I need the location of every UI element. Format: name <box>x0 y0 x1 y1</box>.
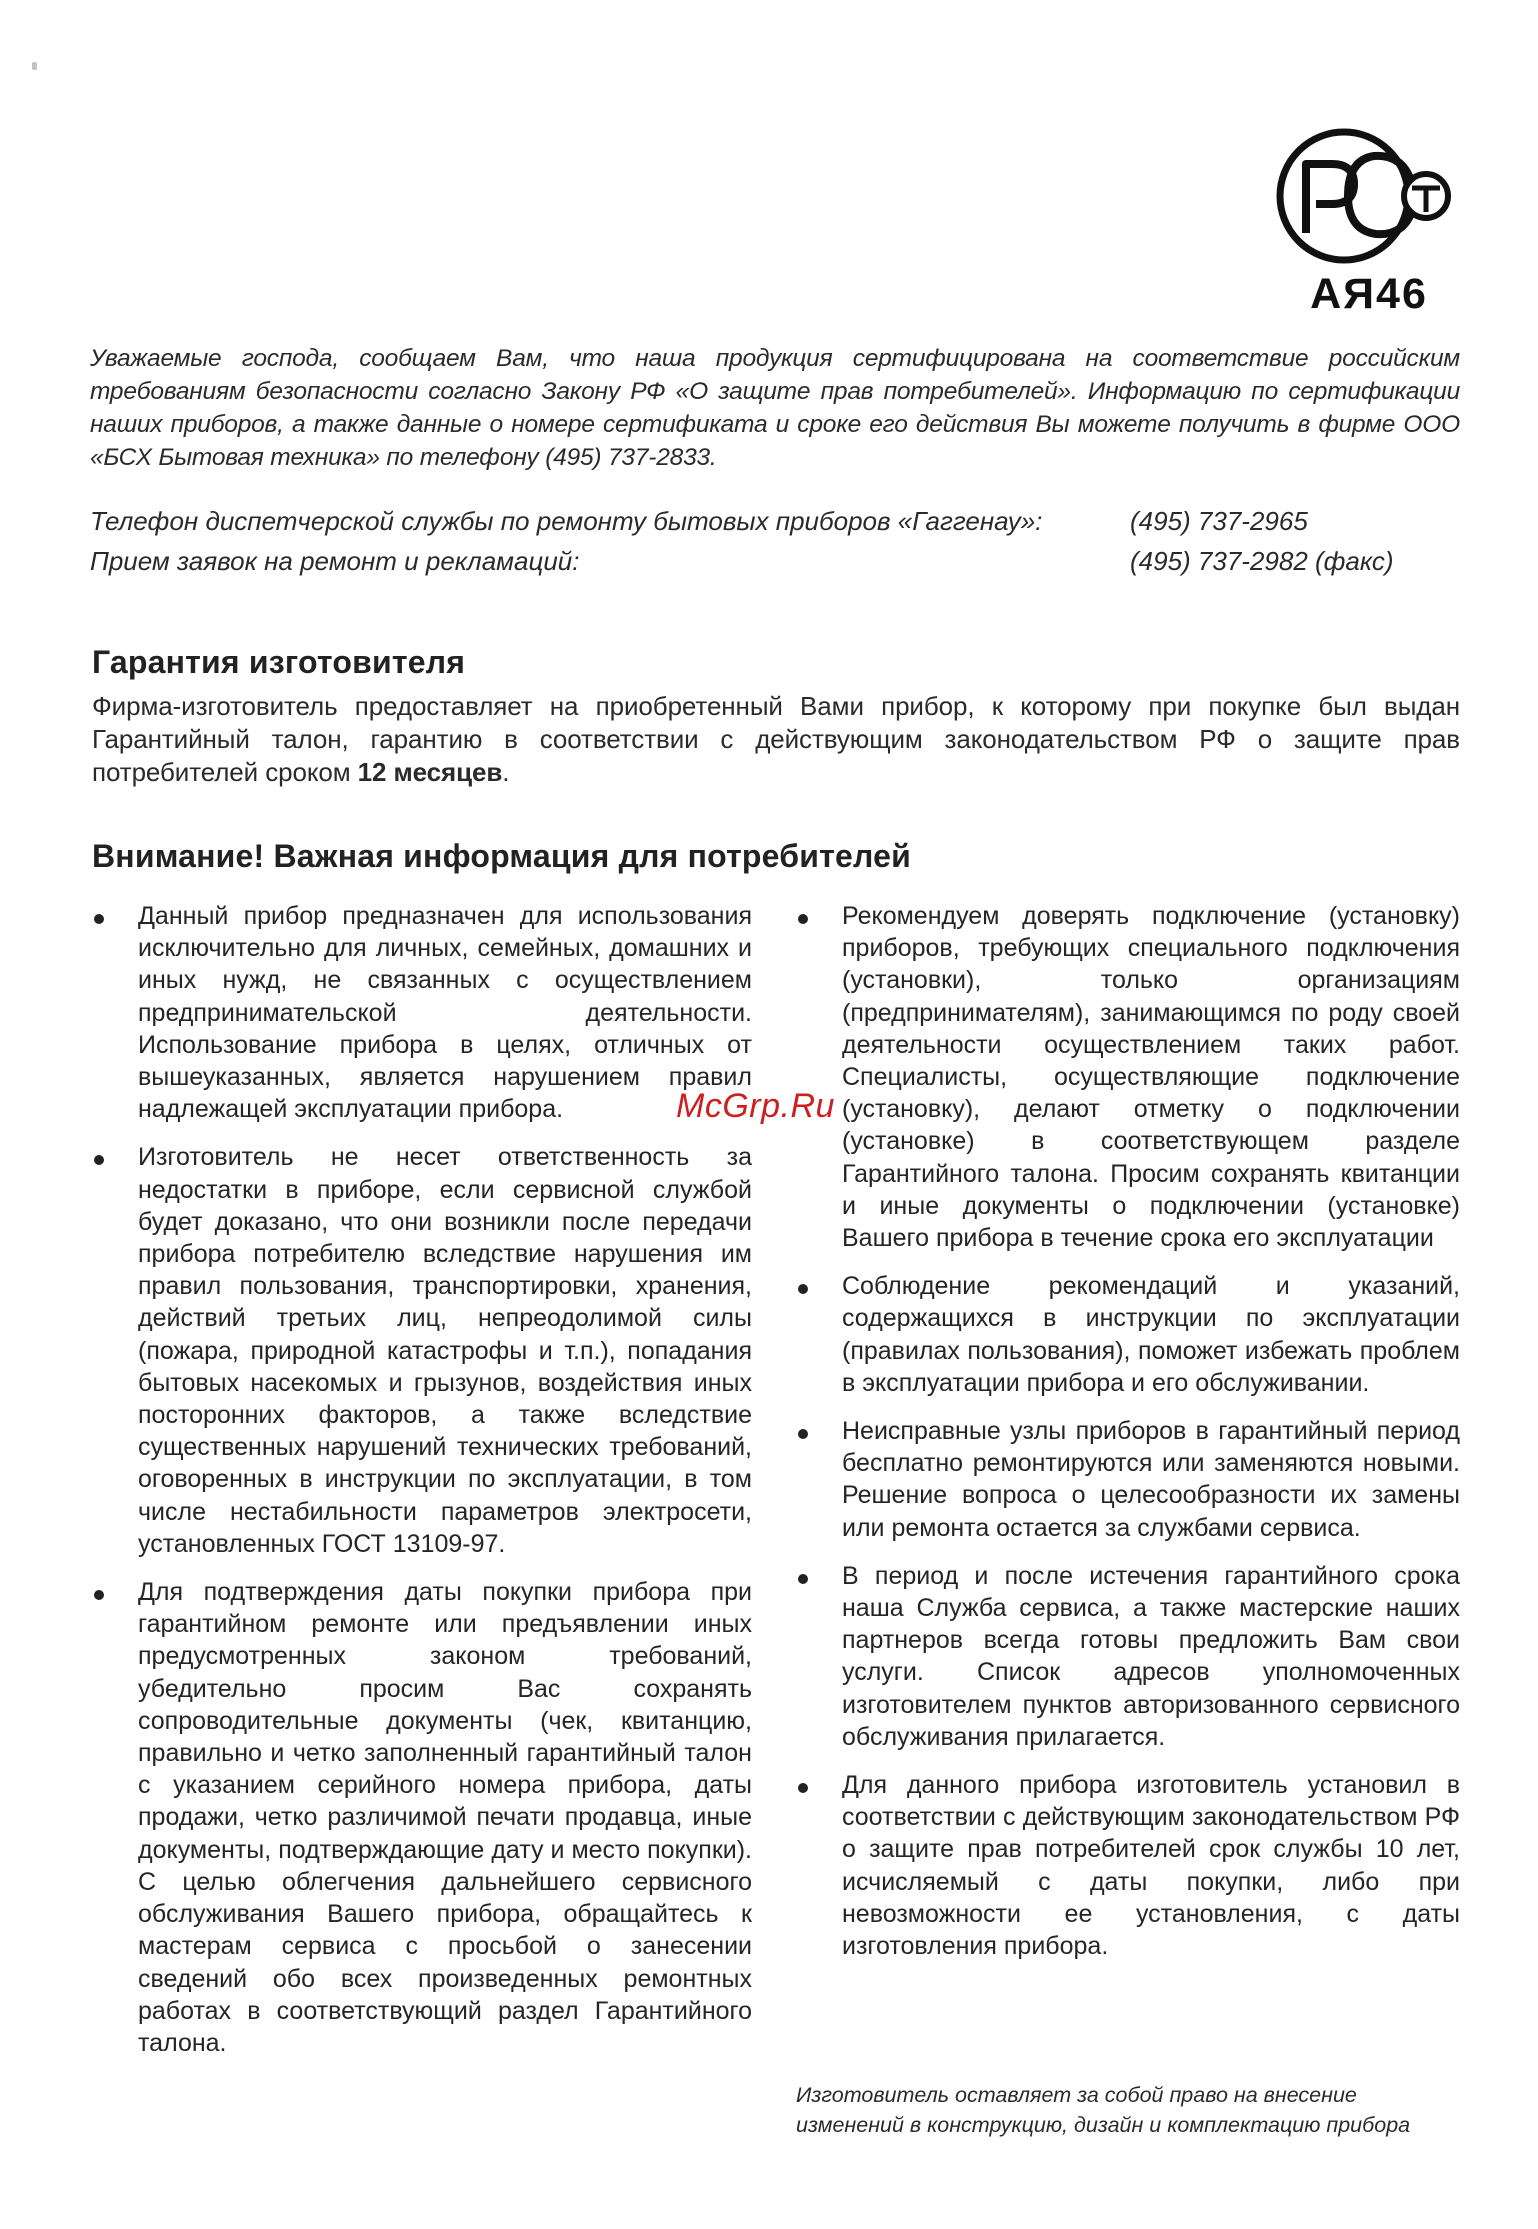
list-item-text: Изготовитель не несет ответственность за недостатки в приборе, если сервисной службой будет доказано, что они возникли после передачи прибора потребителю вследствие нарушения им правил пользования, транспортировки, хранения, действий третьих лиц, непреодолимой силы (пожара, природной катастрофы и т.п.), попадания бытовых насекомых и грызунов, воздействия иных посторонних факторов, а также вследствие существенных нарушений технических требований, оговоренных в инструкции по эксплуатации, в том числе нестабильности параметров электросети, установленных ГОСТ 13109-97. <box>138 1143 752 1558</box>
list-item-text: Неисправные узлы приборов в гарантийный период бесплатно ремонтируются или заменяются новыми. Решение вопроса о целесообразности их замены или ремонта остается за службами сервиса. <box>842 1417 1460 1542</box>
bullet-icon <box>798 1574 808 1584</box>
contact-phone: (495) 737-2982 (факс) <box>1130 546 1394 576</box>
contact-row <box>90 546 1460 586</box>
certification-intro: Уважаемые господа, сообщаем Вам, что наша продукция сертифицирована на соответствие российским требованиям безопасности согласно Закону РФ «О защите прав потребителей». Информацию по сертификации наших приборов, а также данные о номере сертификата и сроке его действия Вы можете получить в фирме ООО «БСХ Бытовая техника» по телефону (495) 737-2833. <box>90 345 1460 471</box>
list-item <box>796 900 1460 1254</box>
list-item <box>796 1270 1460 1399</box>
bullet-icon <box>798 1284 808 1294</box>
bullet-icon <box>798 1783 808 1793</box>
list-item <box>796 1560 1460 1753</box>
list-item-text: Рекомендуем доверять подключение (установку) приборов, требующих специального подключения (установки), только организациям (предпринимателям), занимающимся по роду своей деятельности осуществлением таких работ. Специалисты, осуществляющие подключение (установку), делают отметку о подключении (установке) в соответствующем разделе Гарантийного талона. Просим сохранять квитанции и иные документы о подключении (установке) Вашего прибора в течение срока его эксплуатации <box>842 902 1460 1253</box>
bullet-icon <box>94 1155 104 1165</box>
bullet-icon <box>94 1590 104 1600</box>
attention-list-right <box>796 900 1460 1978</box>
attention-list-left <box>92 900 752 2075</box>
watermark: McGrp.Ru <box>676 1087 835 1125</box>
list-item <box>92 1576 752 2059</box>
warranty-heading: Гарантия изготовителя <box>92 644 466 680</box>
list-item <box>796 1769 1460 1962</box>
contact-phone: (495) 737-2965 <box>1130 506 1308 536</box>
bullet-icon <box>798 1429 808 1439</box>
attention-heading: Внимание! Важная информация для потребителей <box>92 838 911 874</box>
list-item <box>92 1141 752 1560</box>
contact-label: Прием заявок на ремонт и рекламаций: <box>90 546 580 576</box>
contact-label: Телефон диспетчерской службы по ремонту бытовых приборов «Гаггенау»: <box>90 506 1043 536</box>
warranty-term: 12 месяцев <box>357 757 503 787</box>
list-item-text: Данный прибор предназначен для использования исключительно для личных, семейных, домашних и иных нужд, не связанных с осуществлением предпринимательской деятельности. Использование прибора в целях, отличных от вышеуказанных, является нарушением правил надлежащей эксплуатации прибора. <box>138 902 752 1124</box>
list-item <box>796 1415 1460 1544</box>
rst-certification-mark-icon <box>1262 118 1462 268</box>
footer-note: Изготовитель оставляет за собой право на внесение изменений в конструкцию, дизайн и комплектацию прибора <box>796 2083 1411 2137</box>
list-item-text: Для подтверждения даты покупки прибора при гарантийном ремонте или предъявлении иных предусмотренных законом требований, убедительно просим Вас сохранять сопроводительные документы (чек, квитанцию, правильно и четко заполненный гарантийный талон с указанием серийного номера прибора, даты продажи, четко различимой печати продавца, иные документы, подтверждающие дату и место покупки). С целью облегчения дальнейшего сервисного обслуживания Вашего прибора, обращайтесь к мастерам сервиса с просьбой о занесении сведений обо всех произведенных ремонтных работах в соответствующий раздел Гарантийного талона. <box>138 1578 752 2057</box>
warranty-text-before: Фирма-изготовитель предоставляет на приобретенный Вами прибор, к которому при покупке был выдан Гарантийный талон, гарантию в соответствии с действующим законодательством РФ о защите прав потребителей сроком <box>92 691 1460 787</box>
contact-row <box>90 506 1460 546</box>
warranty-text-after: . <box>502 757 510 787</box>
list-item-text: Соблюдение рекомендаций и указаний, содержащихся в инструкции по эксплуатации (правилах пользования), поможет избежать проблем в эксплуатации прибора и его обслуживании. <box>842 1272 1460 1397</box>
warranty-text <box>92 690 1460 789</box>
bullet-icon <box>94 914 104 924</box>
certification-mark <box>1262 118 1462 328</box>
contacts-block <box>90 506 1460 586</box>
scan-speck <box>32 62 37 70</box>
list-item-text: Для данного прибора изготовитель установил в соответствии с действующим законодательством РФ о защите прав потребителей срок службы 10 лет, исчисляемый с даты покупки, либо при невозможности ее установления, с даты изготовления прибора. <box>842 1771 1460 1961</box>
bullet-icon <box>798 914 808 924</box>
certification-code: АЯ46 <box>1310 270 1428 318</box>
list-item <box>92 900 752 1125</box>
list-item-text: В период и после истечения гарантийного срока наша Служба сервиса, а также мастерские наших партнеров всегда готовы предложить Вам свои услуги. Список адресов уполномоченных изготовителем пунктов авторизованного сервисного обслуживания прилагается. <box>842 1561 1460 1751</box>
